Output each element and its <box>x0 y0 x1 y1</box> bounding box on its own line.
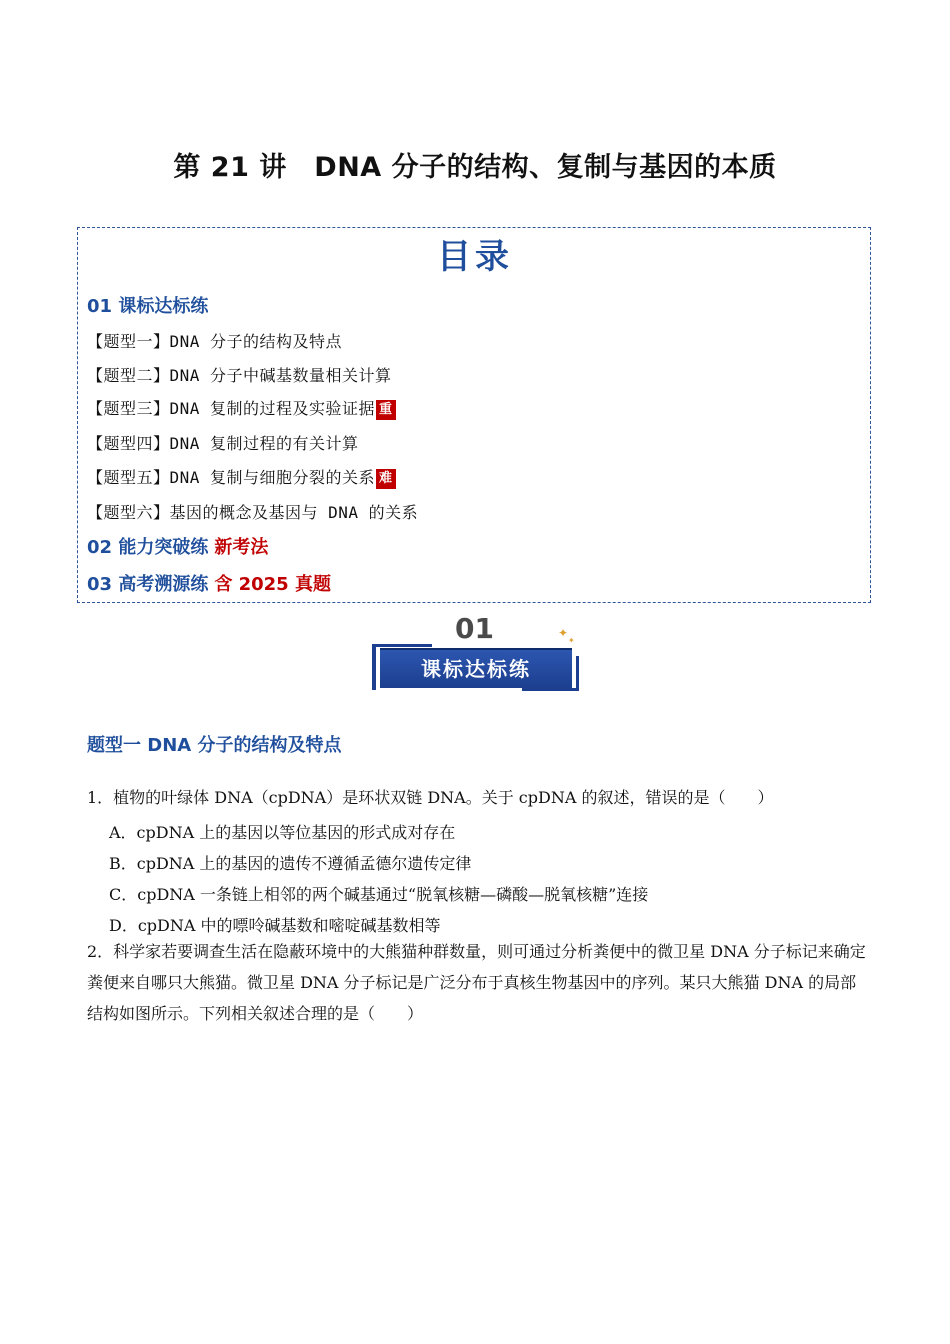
question-2-stem: 2．科学家若要调查生活在隐蔽环境中的大熊猫种群数量，则可通过分析粪便中的微卫星 DNA 分子标记来确定粪便来自哪只大熊猫。微卫星 DNA 分子标记是广泛分布于真核生物基因中的序列。某只大熊猫 DNA 的局部结构如图所示。下列相关叙述合理的是（ ） <box>87 942 866 1023</box>
toc-title: 目录 <box>437 237 513 277</box>
toc-item-5[interactable] <box>87 465 396 489</box>
banner-frame-line <box>522 688 578 691</box>
toc-item-1[interactable] <box>87 329 342 352</box>
toc-item-label: 【题型五】DNA 复制与细胞分裂的关系 <box>87 468 376 487</box>
question-1-option-c[interactable]: C．cpDNA 一条链上相邻的两个碱基通过“脱氧核糖—磷酸—脱氧核糖”连接 <box>109 885 649 904</box>
toc-section-1[interactable] <box>87 292 208 318</box>
toc-item-label: 【题型四】DNA 复制过程的有关计算 <box>87 434 359 453</box>
page-title: 第 21 讲 DNA 分子的结构、复制与基因的本质 <box>173 152 777 183</box>
important-badge: 重 <box>376 400 396 420</box>
toc-item-label: 【题型一】DNA 分子的结构及特点 <box>87 332 343 351</box>
toc-section-label: 03 高考溯源练 <box>87 574 209 595</box>
toc-item-label: 【题型六】基因的概念及基因与 DNA 的关系 <box>87 503 419 522</box>
question-1-option-a[interactable]: A．cpDNA 上的基因以等位基因的形式成对存在 <box>109 823 456 842</box>
banner-frame-line <box>372 644 376 690</box>
toc-section-label: 02 能力突破练 <box>87 537 209 558</box>
toc-item-label: 【题型三】DNA 复制的过程及实验证据 <box>87 399 376 418</box>
difficult-badge: 难 <box>376 469 396 489</box>
sparkle-icon: ✦ <box>558 626 569 640</box>
section-banner <box>372 612 582 694</box>
toc-section-tag: 新考法 <box>214 537 269 558</box>
toc-section-2[interactable] <box>87 533 268 559</box>
banner-number: 01 <box>455 612 494 645</box>
banner-label: 课标达标练 <box>380 648 572 688</box>
section-heading: 题型一 DNA 分子的结构及特点 <box>87 735 342 756</box>
banner-frame-line <box>576 656 579 691</box>
banner-frame-line <box>372 644 432 647</box>
question-1-option-d[interactable]: D．cpDNA 中的嘌呤碱基数和嘧啶碱基数相等 <box>109 916 441 935</box>
question-1-stem: 1．植物的叶绿体 DNA（cpDNA）是环状双链 DNA。关于 cpDNA 的叙述，错误的是（ ） <box>87 788 774 807</box>
toc-item-2[interactable] <box>87 363 392 386</box>
toc-item-3[interactable] <box>87 396 396 420</box>
toc-item-6[interactable] <box>87 500 418 523</box>
question-1-option-b[interactable]: B．cpDNA 上的基因的遗传不遵循孟德尔遗传定律 <box>109 854 472 873</box>
toc-item-label: 【题型二】DNA 分子中碱基数量相关计算 <box>87 366 392 385</box>
toc-section-3[interactable] <box>87 570 331 596</box>
toc-item-4[interactable] <box>87 431 359 454</box>
toc-section-label: 01 课标达标练 <box>87 296 209 317</box>
toc-section-tag: 含 2025 真题 <box>214 574 331 595</box>
sparkle-icon: ✦ <box>568 636 575 645</box>
